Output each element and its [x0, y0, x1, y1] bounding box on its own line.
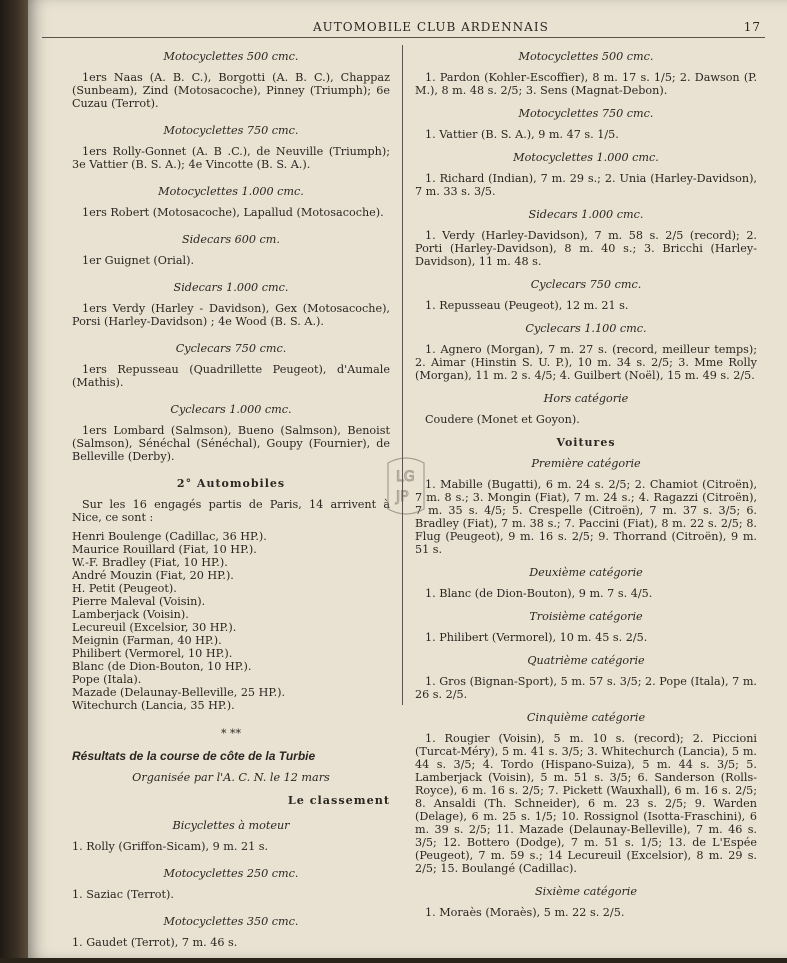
- section-heading: Hors catégorie: [543, 392, 629, 405]
- section-heading: Sidecars 1.000 cmc.: [528, 208, 644, 221]
- category-heading: Cinquième catégorie: [526, 711, 646, 724]
- list-item: Henri Boulenge (Cadillac, 36 HP.).: [72, 530, 267, 543]
- section-text: 1er Guignet (Orial).: [82, 254, 195, 267]
- section-text: 1. Richard (Indian), 7 m. 29 s.; 2. Unia (Harley-Davidson), 7 m. 33 s. 3/5.: [415, 172, 757, 198]
- category-text: 1. Moraès (Moraès), 5 m. 22 s. 2/5.: [425, 906, 625, 919]
- list-item: André Mouzin (Fiat, 20 HP.).: [72, 569, 234, 582]
- section-heading: Motocyclettes 350 cmc.: [163, 915, 299, 928]
- section-text: 1. Rolly (Griffon-Sicam), 9 m. 21 s.: [72, 840, 269, 853]
- category-text: 1. Mabille (Bugatti), 6 m. 24 s. 2/5; 2. Chamiot (Citroën), 7 m. 8 s.; 3. Mongin (Fiat), 7 m. 24 s.; 4. Ragazzi (Citroën), 7 m. 35 s. 4/5; 5. Crespelle (Citroën), 7 m. 37 s. 3/5; 6. Bradley (Fiat), 7 m. 38 s.; 7. Paccini (Fiat), 8 m. 22 s. 2/5; 8. Flug (Peugeot), 9 m. 16 s. 2/5; 9. Thorrand (Citroën), 9 m. 51 s.: [415, 478, 757, 556]
- watermark-text-top: LG: [396, 469, 415, 485]
- list-item: W.-F. Bradley (Fiat, 10 HP.).: [72, 556, 228, 569]
- watermark-stamp: [382, 455, 430, 517]
- list-item: Maurice Rouillard (Fiat, 10 HP.).: [72, 543, 257, 556]
- section-heading: Motocyclettes 250 cmc.: [163, 867, 299, 880]
- section-text: 1. Gaudet (Terrot), 7 m. 46 s.: [72, 936, 238, 949]
- section-text: 1. Vattier (B. S. A.), 9 m. 47 s. 1/5.: [425, 128, 619, 141]
- classement-heading: Le classement: [287, 793, 390, 807]
- section-heading: Motocyclettes 750 cmc.: [163, 124, 299, 137]
- section-heading: Cyclecars 1.100 cmc.: [525, 322, 647, 335]
- section-heading: Cyclecars 1.000 cmc.: [170, 403, 292, 416]
- section-text: 1ers Robert (Motosacoche), Lapallud (Motosacoche).: [82, 206, 384, 219]
- section-text: 1. Agnero (Morgan), 7 m. 27 s. (record, meilleur temps); 2. Aimar (Hinstin S. U. P.), 10 m. 34 s. 2/5; 3. Mme Rolly (Morgan), 11 m. 2 s. 4/5; 4. Guilbert (Noël), 15 m. 49 s. 2/5.: [415, 343, 757, 382]
- section-text: 1ers Repusseau (Quadrillette Peugeot), d'Aumale (Mathis).: [72, 363, 390, 389]
- list-item: Witechurch (Lancia, 35 HP.).: [72, 699, 235, 712]
- list-item: Mazade (Delaunay-Belleville, 25 HP.).: [72, 686, 286, 699]
- section-heading: Motocyclettes 1.000 cmc.: [158, 185, 304, 198]
- list-item: Philibert (Vermorel, 10 HP.).: [72, 647, 233, 660]
- race-subtitle: Organisée par l'A. C. N. le 12 mars: [132, 771, 330, 784]
- automobiles-heading: 2° Automobiles: [176, 477, 286, 490]
- category-heading: Troisième catégorie: [529, 610, 643, 623]
- list-item: Blanc (de Dion-Bouton, 10 HP.).: [72, 660, 252, 673]
- section-heading: Bicyclettes à moteur: [172, 819, 290, 832]
- category-heading: Première catégorie: [531, 457, 641, 470]
- automobiles-intro: Sur les 16 engagés partis de Paris, 14 arrivent à Nice, ce sont :: [72, 498, 390, 524]
- section-text: 1. Repusseau (Peugeot), 12 m. 21 s.: [425, 299, 629, 312]
- column-divider: [402, 45, 403, 705]
- voitures-heading: Voitures: [556, 436, 616, 449]
- category-heading: Quatrième catégorie: [527, 654, 645, 667]
- section-text: 1. Saziac (Terrot).: [72, 888, 174, 901]
- race-title: Résultats de la course de côte de la Turbie: [72, 749, 316, 763]
- section-text: 1. Pardon (Kohler-Escoffier), 8 m. 17 s. 1/5; 2. Dawson (P. M.), 8 m. 48 s. 2/5; 3. Sens (Magnat-Debon).: [415, 71, 757, 97]
- section-text: 1. Verdy (Harley-Davidson), 7 m. 58 s. 2/5 (record); 2. Porti (Harley-Davidson), 8 m. 40 s.; 3. Bricchi (Harley-Davidson), 11 m. 48 s.: [415, 229, 757, 268]
- category-heading: Deuxième catégorie: [529, 566, 643, 579]
- category-heading: Sixième catégorie: [534, 885, 638, 898]
- watermark-text-bottom: JP: [396, 489, 409, 505]
- list-item: Lamberjack (Voisin).: [72, 608, 189, 621]
- section-heading: Sidecars 1.000 cmc.: [173, 281, 289, 294]
- section-heading: Motocyclettes 500 cmc.: [163, 50, 299, 63]
- section-text: Coudere (Monet et Goyon).: [425, 413, 580, 426]
- page-header: [28, 20, 787, 38]
- right-column: [415, 50, 757, 929]
- list-item: Pope (Itala).: [72, 673, 142, 686]
- list-item: H. Petit (Peugeot).: [72, 582, 177, 595]
- section-text: 1ers Verdy (Harley - Davidson), Gex (Motosacoche), Porsi (Harley-Davidson) ; 4e Wood (B. S. A.).: [72, 302, 390, 328]
- section-heading: Motocyclettes 750 cmc.: [518, 107, 654, 120]
- book-binding: [0, 0, 28, 958]
- category-text: 1. Rougier (Voisin), 5 m. 10 s. (record); 2. Piccioni (Turcat-Méry), 5 m. 41 s. 3/5; 3. Whitechurch (Lancia), 5 m. 44 s. 3/5; 4. Tordo (Hispano-Suiza), 5 m. 44 s. 3/5; 5. Lamberjack (Voisin), 5 m. 51 s. 3/5; 6. Sanderson (Rolls-Royce), 6 m. 16 s. 2/5; 7. Pickett (Wauxhall), 6 m. 16 s. 2/5; 8. Ansaldi (Th. Schneider), 6 m. 23 s. 2/5; 9. Warden (Delage), 6 m. 25 s. 1/5; 10. Rossignol (Isotta-Fraschini), 6 m. 39 s. 2/5; 11. Mazade (Delaunay-Belleville), 7 m. 46 s. 3/5; 12. Bottero (Dodge), 7 m. 51 s. 1/5; 13. de L'Espée (Peugeot), 7 m. 59 s.; 14 Lecureuil (Excelsior), 8 m. 29 s. 2/5; 15. Boulangé (Cadillac).: [415, 732, 757, 875]
- category-text: 1. Gros (Bignan-Sport), 5 m. 57 s. 3/5; 2. Pope (Itala), 7 m. 26 s. 2/5.: [415, 675, 757, 701]
- list-item: Lecureuil (Excelsior, 30 HP.).: [72, 621, 237, 634]
- separator-stars: * **: [221, 727, 241, 740]
- automobiles-list: [72, 530, 390, 712]
- section-text: 1ers Naas (A. B. C.), Borgotti (A. B. C.), Chappaz (Sunbeam), Zind (Motosacoche), Pinney (Triumph); 6e Cuzau (Terrot).: [72, 71, 390, 110]
- section-heading: Motocyclettes 1.000 cmc.: [513, 151, 659, 164]
- section-heading: Cyclecars 750 cmc.: [175, 342, 287, 355]
- left-column: [72, 50, 390, 963]
- document-page: [28, 0, 787, 958]
- section-heading: Motocyclettes 500 cmc.: [518, 50, 654, 63]
- page-number: 17: [743, 20, 761, 34]
- section-text: 1ers Lombard (Salmson), Bueno (Salmson), Benoist (Salmson), Sénéchal (Sénéchal), Goupy (Fournier), de Belleville (Derby).: [72, 424, 390, 463]
- running-title: AUTOMOBILE CLUB ARDENNAIS: [313, 20, 549, 34]
- list-item: Pierre Maleval (Voisin).: [72, 595, 206, 608]
- category-text: 1. Philibert (Vermorel), 10 m. 45 s. 2/5.: [425, 631, 648, 644]
- section-heading: Cyclecars 750 cmc.: [530, 278, 642, 291]
- category-text: 1. Blanc (de Dion-Bouton), 9 m. 7 s. 4/5.: [425, 587, 653, 600]
- section-text: 1ers Rolly-Gonnet (A. B .C.), de Neuville (Triumph); 3e Vattier (B. S. A.); 4e Vincotte (B. S. A.).: [72, 145, 390, 171]
- section-heading: Sidecars 600 cm.: [182, 233, 280, 246]
- list-item: Meignin (Farman, 40 HP.).: [72, 634, 222, 647]
- header-rule: [42, 37, 765, 38]
